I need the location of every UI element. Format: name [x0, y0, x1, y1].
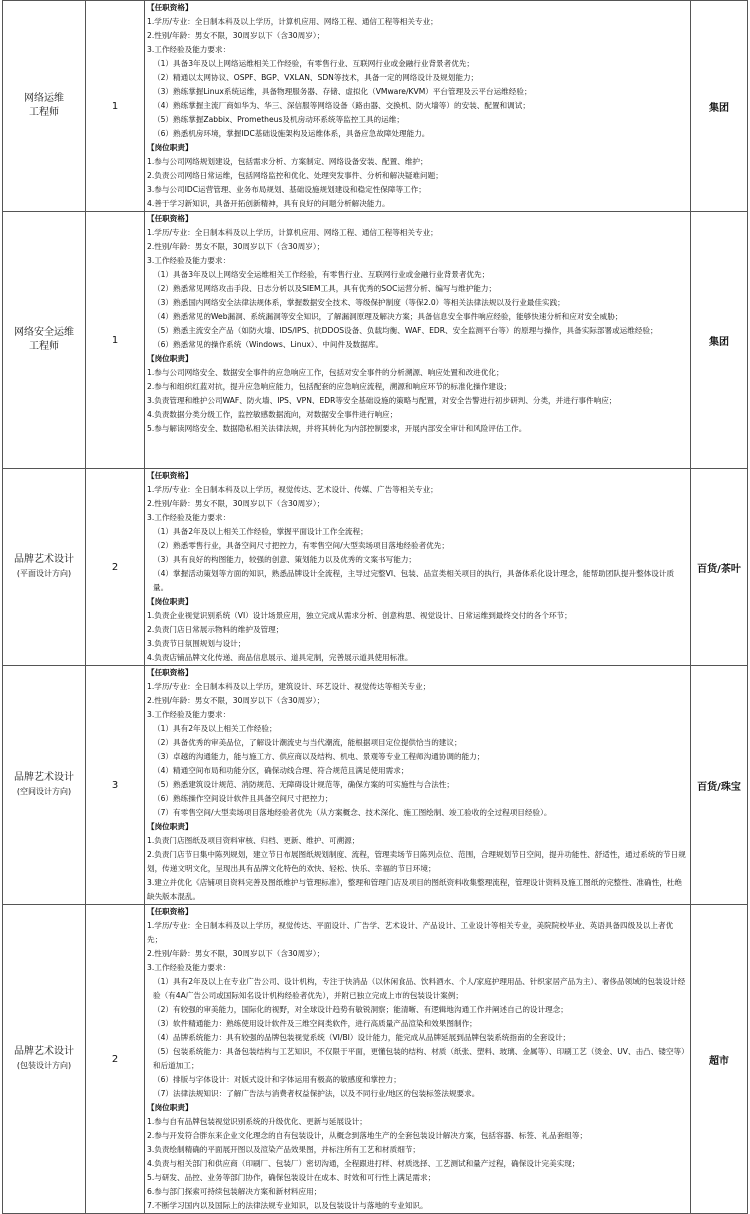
requirement-line: 5.参与解读网络安全、数据隐私相关法律法规，并将其转化为内部控制要求，开展内部安全审计和风险评估工作。	[147, 424, 527, 433]
requirement-line: 1.学历/专业：全日制本科及以上学历，建筑设计、环艺设计、视觉传达等相关专业；	[147, 682, 431, 691]
requirement-line: （1）具有2年及以上相关工作经验；	[153, 724, 277, 733]
requirement-line: （3）熟练掌握Linux系统运维，具备物理服务器、存储、虚拟化（VMware/KVM）平台管理及云平台运维经验；	[153, 87, 532, 96]
requirement-line: （2）熟悉零售行业，具备空间尺寸把控力，有零售空间/大型卖场项目落地经验者优先；	[153, 541, 449, 550]
requirement-line: （2）有较强的审美能力，国际化的视野，对全球设计趋势有敏锐洞察；能清晰、有逻辑地沟通工作并阐述自己的设计理念；	[153, 1005, 568, 1014]
job-requirements	[145, 666, 691, 905]
job-row	[3, 212, 748, 469]
requirement-line: 3.工作经验及能力要求：	[147, 45, 231, 54]
requirement-line: 3.工作经验及能力要求：	[147, 963, 231, 972]
requirement-line: （5）包装系统能力：具备包装结构与工艺知识，不仅限于平面，更懂包装的结构、材质（纸张、塑料、玻璃、金属等）、印刷工艺（烫金、UV、击凸、镂空等）和后道加工；	[153, 1047, 685, 1070]
requirement-line: （1）具备2年及以上相关工作经验，掌握平面设计工作全流程；	[153, 527, 368, 536]
requirement-line: 1.参与公司网络安全、数据安全事件的应急响应工作，包括对安全事件的分析溯源、响应处置和改进优化；	[147, 368, 504, 377]
section-heading: 【任职资格】	[147, 907, 193, 916]
requirement-line: 1.学历/专业：全日制本科及以上学历，视觉传达、平面设计、广告学、艺术设计、产品设计、工业设计等相关专业，美院院校毕业、英语具备四级及以上者优先；	[147, 921, 674, 944]
job-row	[3, 1, 748, 212]
job-row	[3, 905, 748, 1214]
requirement-line: 2.参与开发符合胖东来企业文化理念的自有包装设计，从概念到落地生产的全套包装设计解决方案，包括容器、标签、礼品套组等；	[147, 1131, 588, 1140]
requirement-line: （4）熟练掌握主流厂商如华为、华三、深信服等网络设备（路由器、交换机、防火墙等）的安装、配置和调试；	[153, 101, 530, 110]
requirement-line: 4.负责数据分类分级工作，监控敏感数据流向，对数据安全事件进行响应；	[147, 410, 398, 419]
requirement-line: 2.性别/年龄：男女不限，30周岁以下（含30周岁）；	[147, 242, 325, 251]
section-heading: 【岗位职责】	[147, 1103, 193, 1112]
department: 百货/茶叶	[691, 469, 748, 666]
headcount: 2	[86, 905, 145, 1214]
requirement-line: （2）具备优秀的审美品位，了解设计潮流史与当代潮流，能根据项目定位提供恰当的建议；	[153, 738, 462, 747]
requirement-line: 3.负责绘制精确的平面展开图以及渲染产品效果图，并标注所有工艺和材质细节；	[147, 1145, 421, 1154]
requirement-line: 1.负责企业视觉识别系统（VI）设计场景应用，独立完成从需求分析、创意构思、视觉设计、日常运维到最终交付的各个环节；	[147, 611, 572, 620]
job-title: 品牌艺术设计	[14, 1046, 74, 1057]
headcount: 3	[86, 666, 145, 905]
headcount: 1	[86, 212, 145, 469]
requirement-line: （4）熟悉常见的Web漏洞、系统漏洞等安全知识，了解漏洞原理及解决方案；具备信息安全事件响应经验，能够快速分析和应对安全威胁；	[153, 312, 623, 321]
requirement-line: （6）熟练操作空间设计软件且具备空间尺寸把控力；	[153, 794, 333, 803]
department: 百货/珠宝	[691, 666, 748, 905]
requirement-line: （6）排版与字体设计：对版式设计和字体运用有极高的敏感度和掌控力；	[153, 1075, 401, 1084]
requirement-line: 1.参与公司网络规划建设，包括需求分析、方案制定、网络设备安装、配置、维护；	[147, 157, 428, 166]
requirement-line: （2）精通以太网协议、OSPF、BGP、VXLAN、SDN等技术，具备一定的网络设计及规划能力；	[153, 73, 479, 82]
job-requirements	[145, 905, 691, 1214]
requirement-line: （4）品牌系统能力：具有较强的品牌包装视觉系统（VI/BI）设计能力，能完成从品牌延展到品牌包装系统指南的全套设计；	[153, 1033, 571, 1042]
requirement-line: 4.负责店铺品牌文化传递、商品信息展示、道具定制，完善展示道具使用标准。	[147, 653, 413, 662]
section-heading: 【岗位职责】	[147, 822, 193, 831]
section-heading: 【任职资格】	[147, 214, 193, 223]
requirement-line: （7）有零售空间/大型卖场项目落地经验者优先（从方案概念、技术深化、施工图绘制、竣工验收的全过程项目经验）。	[153, 808, 552, 817]
requirement-line: 2.负责公司网络日常运维，包括网络监控和优化、处理突发事件、分析和解决疑难问题；	[147, 171, 443, 180]
requirement-line: 3.参与公司IDC运营管理、业务布局规划、基础设施规划建设和稳定性保障等工作；	[147, 185, 426, 194]
requirement-line: 1.学历/专业：全日制本科及以上学历，计算机应用、网络工程、通信工程等相关专业；	[147, 17, 438, 26]
requirement-line: （4）掌握活动策划等方面的知识，熟悉品牌设计全流程，主导过完整VI、包装、品宣类相关项目的执行，具备体系化设计理念，能帮助团队提升整体设计质量。	[153, 569, 675, 592]
requirement-line: （6）熟悉机房环境，掌握IDC基础设施架构及运维体系，具备应急故障处理能力。	[153, 129, 430, 138]
job-requirements	[145, 212, 691, 469]
requirement-line: 1.学历/专业：全日制本科及以上学历，视觉传达、艺术设计、传媒、广告等相关专业；	[147, 485, 438, 494]
requirement-line: 3.工作经验及能力要求：	[147, 256, 231, 265]
job-title-cell	[3, 905, 86, 1214]
requirement-line: 2.性别/年龄：男女不限，30周岁以下（含30周岁）；	[147, 499, 325, 508]
job-title: 工程师	[29, 107, 59, 118]
job-title-cell	[3, 212, 86, 469]
section-heading: 【任职资格】	[147, 471, 193, 480]
job-title: 工程师	[29, 341, 59, 352]
requirement-line: 6.参与部门探索可持续包装解决方案和新材料应用；	[147, 1187, 322, 1196]
requirement-line: 3.工作经验及能力要求：	[147, 710, 231, 719]
section-heading: 【任职资格】	[147, 668, 193, 677]
requirement-line: 2.参与和组织红蓝对抗，提升应急响应能力，包括配套的应急响应流程，溯源和响应环节的标准化操作建设；	[147, 382, 512, 391]
requirement-line: 3.工作经验及能力要求：	[147, 513, 231, 522]
section-heading: 【岗位职责】	[147, 354, 193, 363]
job-title: 网络运维	[24, 93, 64, 104]
headcount: 2	[86, 469, 145, 666]
requirement-line: （7）法律法规知识：了解广告法与消费者权益保护法，以及不同行业/地区的包装标签法规要求。	[153, 1089, 480, 1098]
requirement-line: （1）具有2年及以上在专业广告公司、设计机构，专注于快消品（以休闲食品、饮料酒水、个人/家庭护理用品、针织家居产品为主）、奢侈品领域的包装设计经验（有4A广告公司或国际知名设计机构经验者优先），并附已独立完成上市的包装设计案例；	[153, 977, 686, 1000]
requirement-line: （3）软件精通能力：熟练使用设计软件及三维空间类软件，进行高质量产品渲染和效果图制作；	[153, 1019, 477, 1028]
requirement-line: 5.与研发、品控、业务等部门协作，确保包装设计在成本、时效和可行性上满足需求；	[147, 1173, 436, 1182]
requirement-line: 1.学历/专业：全日制本科及以上学历，计算机应用、网络工程、通信工程等相关专业；	[147, 228, 438, 237]
job-title: 网络安全运维	[14, 327, 74, 338]
requirement-line: （5）熟悉建筑设计规范、消防规范、无障碍设计规范等，确保方案的可实施性与合法性；	[153, 780, 454, 789]
job-row	[3, 469, 748, 666]
job-requirements	[145, 469, 691, 666]
requirement-line: 2.性别/年龄：男女不限，30周岁以下（含30周岁）；	[147, 31, 325, 40]
requirement-line: 2.负责门店节日集中陈列规划，建立节日布展图纸规划制度、流程，管理卖场节日陈列点位、范围，合理规划节日空间，提升功能性、舒适性，通过系统的节日规划，传递文明文化，呈现出具有品牌文化特色的欢快、轻松、快乐、幸福的节日环境；	[147, 850, 686, 873]
requirement-line: （1）具备3年及以上网络安全运维相关工作经验，有零售行业、互联网行业或金融行业背景者优先；	[153, 270, 490, 279]
job-subtitle: (平面设计方向)	[16, 569, 72, 578]
requirement-line: 7.不断学习国内以及国际上的法律法规专业知识，以及包装设计与落地的专业知识。	[147, 1201, 428, 1210]
requirement-line: （3）熟悉国内网络安全法律法规体系，掌握数据安全技术、等级保护制度（等保2.0）等相关法律法规以及行业最佳实践；	[153, 298, 565, 307]
job-title-cell	[3, 1, 86, 212]
department: 超市	[691, 905, 748, 1214]
job-title-cell	[3, 666, 86, 905]
job-row	[3, 666, 748, 905]
section-heading: 【岗位职责】	[147, 143, 193, 152]
requirement-line: （6）熟悉常见的操作系统（Windows、Linux）、中间件及数据库。	[153, 340, 384, 349]
job-title: 品牌艺术设计	[14, 772, 74, 783]
requirement-line: 4.善于学习新知识，具备开拓创新精神，具有良好的问题分析解决能力。	[147, 199, 390, 208]
requirement-line: （3）具有良好的构图能力，较强的创意、策划能力以及优秀的文案书写能力；	[153, 555, 417, 564]
requirement-line: （2）熟悉常见网络攻击手段、日志分析以及SIEM工具，具有优秀的SOC运营分析、编写与维护能力；	[153, 284, 497, 293]
job-title: 品牌艺术设计	[14, 554, 74, 565]
requirement-line: 3.建立并优化《店铺项目资料完善及图纸维护与管理标准》，整理和管理门店及项目的图纸资料收集整理流程，管理设计资料及施工图纸的完整性、准确性，杜绝缺失版本混乱。	[147, 878, 682, 901]
requirement-line: 2.性别/年龄：男女不限，30周岁以下（含30周岁）；	[147, 949, 325, 958]
requirement-line: 3.负责管理和维护公司WAF、防火墙、IPS、VPN、EDR等安全基础设施的策略与配置，对安全告警进行初步研判、分类，并进行事件响应；	[147, 396, 617, 405]
requirement-line: （3）卓越的沟通能力，能与施工方、供应商以及结构、机电、景观等专业工程师沟通协调的能力；	[153, 752, 485, 761]
requirement-line: （5）熟悉主流安全产品（如防火墙、IDS/IPS、抗DDOS设备、负载均衡、WAF、EDR、安全监测平台等）的原理与操作，具备实际部署或运维经验；	[153, 326, 658, 335]
requirement-line: 1.负责门店图纸及项目资料审核、归档、更新、维护、可溯源；	[147, 836, 360, 845]
job-title-cell	[3, 469, 86, 666]
requirement-line: 2.负责门店日常展示物料的维护及管理；	[147, 625, 284, 634]
requirement-line: （4）精通空间布局和功能分区，确保动线合理、符合规范且满足使用需求；	[153, 766, 409, 775]
section-heading: 【任职资格】	[147, 3, 193, 12]
requirement-line: 3.负责节日氛围规划与设计；	[147, 639, 246, 648]
department: 集团	[691, 1, 748, 212]
requirement-line: 2.性别/年龄：男女不限，30周岁以下（含30周岁）；	[147, 696, 325, 705]
headcount: 1	[86, 1, 145, 212]
requirement-line: （5）熟练掌握Zabbix、Prometheus及机房动环系统等监控工具的运维；	[153, 115, 404, 124]
requirement-line: 4.负责与相关部门和供应商（印刷厂、包装厂）密切沟通，全程跟进打样、材质选择、工艺测试和量产过程，确保设计完美实现；	[147, 1159, 580, 1168]
job-subtitle: (包装设计方向)	[16, 1061, 72, 1070]
department: 集团	[691, 212, 748, 469]
job-subtitle: (空间设计方向)	[16, 787, 72, 796]
section-heading: 【岗位职责】	[147, 597, 193, 606]
requirement-line: （1）具备3年及以上网络运维相关工作经验，有零售行业、互联网行业或金融行业背景者优先；	[153, 59, 475, 68]
job-requirements	[145, 1, 691, 212]
job-table	[2, 0, 748, 1214]
requirement-line: 1.参与自有品牌包装视觉识别系统的升级优化、更新与延展设计；	[147, 1117, 367, 1126]
